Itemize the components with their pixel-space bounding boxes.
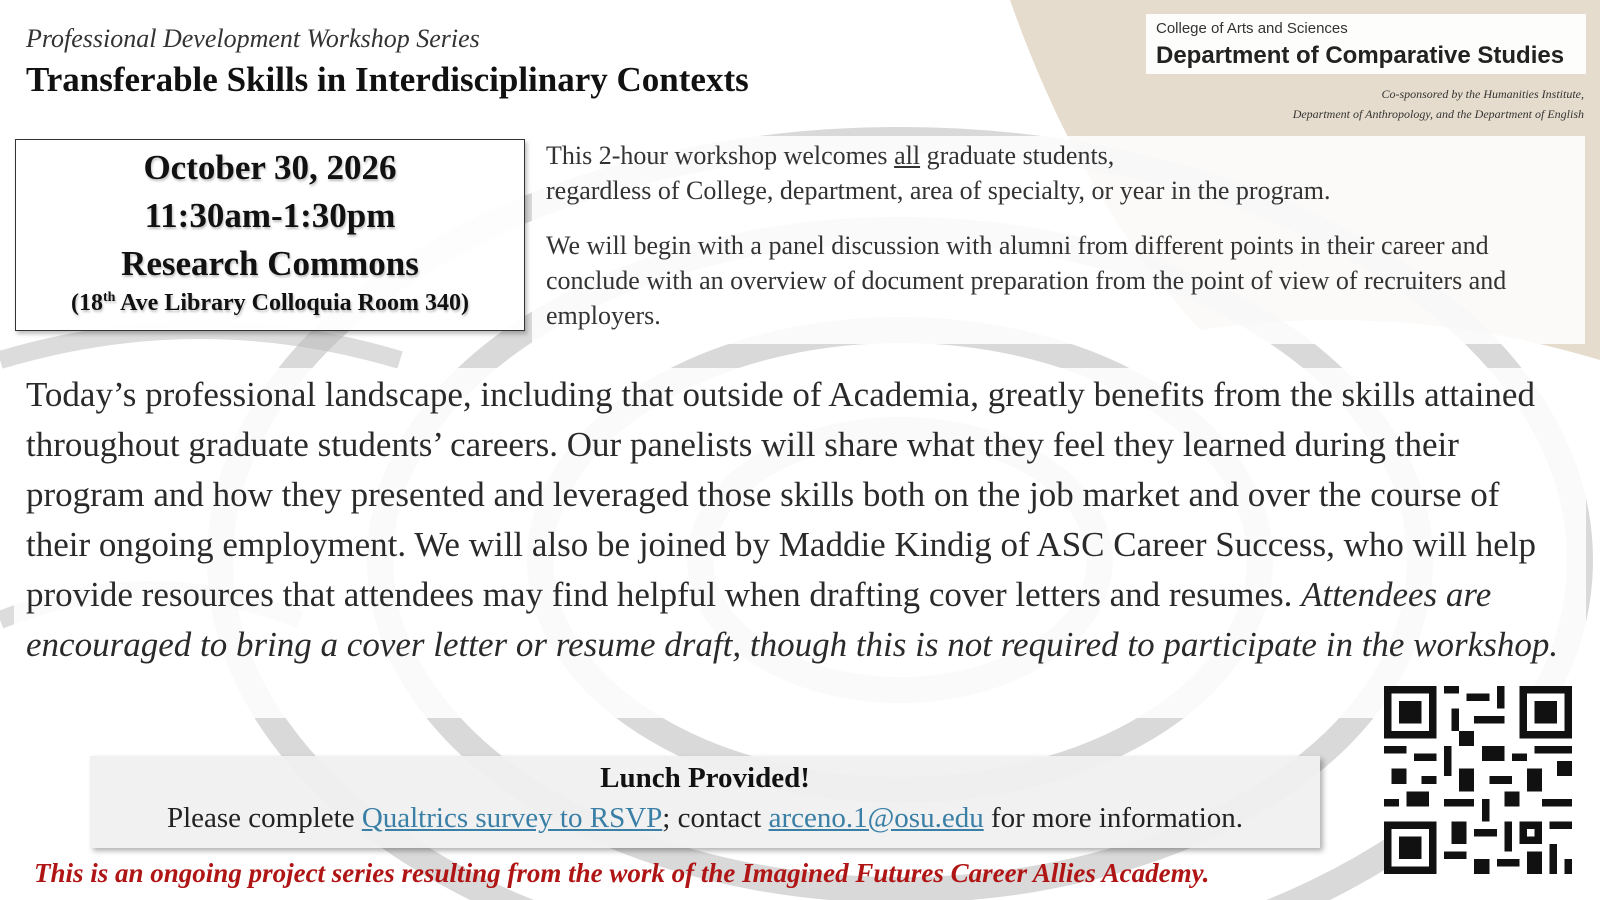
intro-panel (532, 136, 1585, 344)
event-date: October 30, 2026 (143, 148, 397, 187)
rsvp-text-a: Please complete (166, 802, 362, 834)
cosponsor-note (1164, 84, 1584, 124)
department-name: Department of Comparative Studies (1156, 42, 1565, 69)
footer-note: This is an ongoing project series resulting from the work of the Imagined Futures Career Allies Academy. (34, 858, 1210, 888)
lunch-rsvp-panel (90, 756, 1320, 848)
department-logo (1146, 14, 1586, 74)
event-room (16, 290, 524, 317)
contact-email-link[interactable]: arceno.1@osu.edu (768, 802, 984, 834)
description-panel (14, 368, 1586, 718)
event-location: Research Commons (121, 244, 419, 283)
series-label: Professional Development Workshop Series (26, 24, 480, 53)
college-name: College of Arts and Sciences (1156, 20, 1348, 37)
room-prefix: (18 (70, 290, 103, 316)
cosponsor-line-2: Department of Anthropology, and the Department of English (1292, 107, 1584, 121)
rsvp-line (90, 802, 1320, 835)
room-ordinal: th (102, 290, 116, 305)
qr-code-icon[interactable] (1384, 686, 1572, 874)
intro-paragraph-1 (532, 138, 1585, 208)
intro-text-a: This 2-hour workshop welcomes (546, 141, 895, 170)
description-italic-note: Attendees are encouraged to bring a cover letter or resume draft, though this is not required to participate in the workshop. (26, 575, 1559, 664)
event-time: 11:30am-1:30pm (144, 196, 396, 235)
rsvp-text-c: for more information. (983, 802, 1244, 834)
intro-text-b: graduate students, (920, 141, 1115, 170)
cosponsor-line-1: Co-sponsored by the Humanities Institute, (1381, 87, 1584, 101)
intro-underlined-all: all (894, 141, 921, 170)
room-suffix: Ave Library Colloquia Room 340) (115, 290, 469, 316)
rsvp-survey-link[interactable]: Qualtrics survey to RSVP (361, 802, 663, 834)
lunch-heading: Lunch Provided! (600, 762, 810, 794)
intro-text-c: regardless of College, department, area of specialty, or year in the program. (546, 176, 1331, 205)
event-details-box (15, 139, 525, 331)
description-main: Today’s professional landscape, including that outside of Academia, greatly benefits from the skills attained throughout graduate students’ careers. Our panelists will share what they feel they learned during their program and how they presented and leveraged those skills both on the job market and over the course of their ongoing employment. We will also be joined by Maddie Kindig of ASC Career Success, who will help provide resources that attendees may find helpful when drafting cover letters and resumes. (26, 375, 1537, 614)
description-text (26, 370, 1566, 670)
page-title: Transferable Skills in Interdisciplinary Contexts (26, 60, 749, 99)
rsvp-text-b: ; contact (662, 802, 769, 834)
intro-paragraph-2: We will begin with a panel discussion with alumni from different points in their career and conclude with an overview of document preparation from the point of view of recruiters and employers. (546, 231, 1507, 330)
